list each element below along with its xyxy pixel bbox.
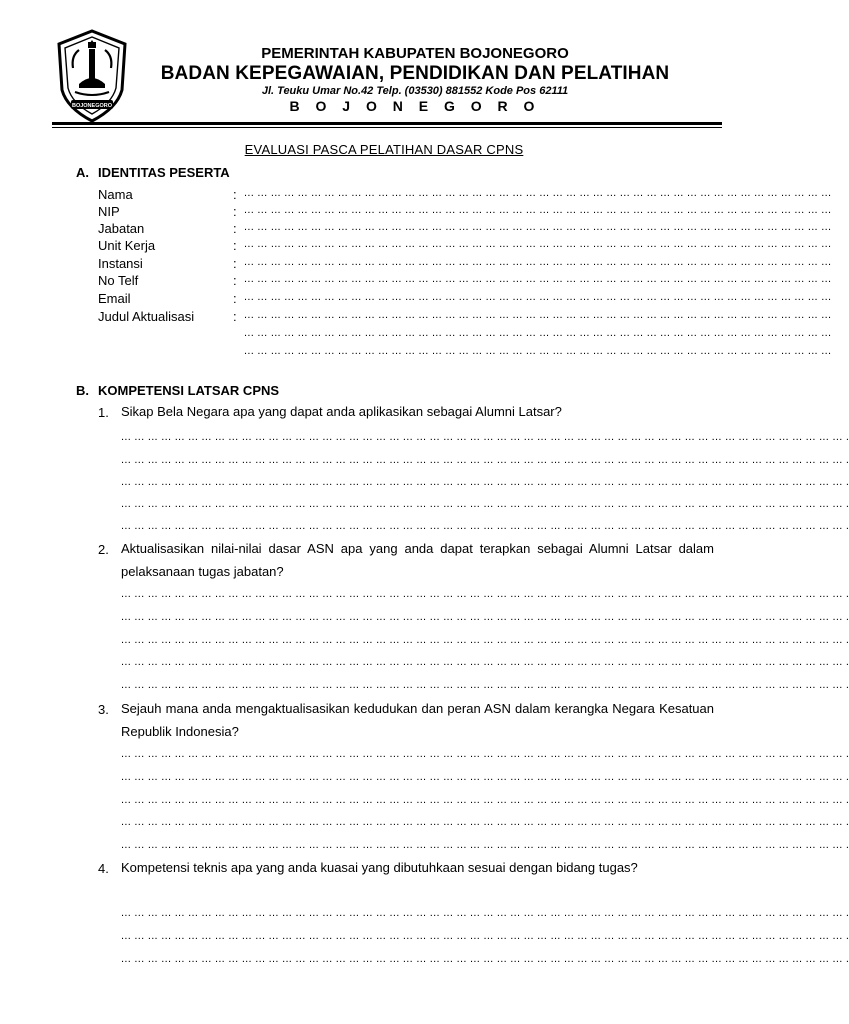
section-a-letter: A. — [76, 165, 89, 180]
document-title: EVALUASI PASCA PELATIHAN DASAR CPNS — [244, 142, 524, 157]
answer-line[interactable]: ... ... ... ... ... ... ... ... ... ... ... ... ... ... ... ... ... ... ... ... ... ... ... ... ... ... ... ... ... ... ... ... ... ... ... ... ... ... ... ... ... ... ... ... ... ... ... ... ... ... ... ... ... ... . — [121, 656, 849, 668]
field-label: Instansi — [98, 256, 143, 271]
field-label: Jabatan — [98, 221, 145, 236]
letterhead-agency: BADAN KEPEGAWAIAN, PENDIDIKAN DAN PELATIHAN — [160, 63, 670, 84]
letterhead-government: PEMERINTAH KABUPATEN BOJONEGORO — [261, 45, 569, 62]
answer-line[interactable]: ... ... ... ... ... ... ... ... ... ... ... ... ... ... ... ... ... ... ... ... ... ... ... ... ... ... ... ... ... ... ... ... ... ... ... ... ... ... ... ... ... ... ... ... ... ... ... ... ... ... ... ... ... ... . — [121, 588, 849, 600]
answer-line[interactable]: ... ... ... ... ... ... ... ... ... ... ... ... ... ... ... ... ... ... ... ... ... ... ... ... ... ... ... ... ... ... ... ... ... ... ... ... ... ... ... ... ... ... ... ... ... ... ... ... ... ... ... ... ... ... . — [121, 634, 849, 646]
answer-line[interactable]: ... ... ... ... ... ... ... ... ... ... ... ... ... ... ... ... ... ... ... ... ... ... ... ... ... ... ... ... ... ... ... ... ... ... ... ... ... ... ... ... ... ... ... ... ... ... ... ... ... ... ... ... ... ... . — [121, 771, 849, 783]
answer-line[interactable]: ... ... ... ... ... ... ... ... ... ... ... ... ... ... ... ... ... ... ... ... ... ... ... ... ... ... ... ... ... ... ... ... ... ... ... ... ... ... ... ... ... ... ... ... ... ... ... ... ... ... ... ... ... ... . — [121, 907, 849, 919]
field-colon: : — [233, 273, 237, 288]
field-blank[interactable]: ... ... ... ... ... ... ... ... ... ... ... ... ... ... ... ... ... ... ... ... ... ... ... ... ... ... ... ... ... ... ... ... ... ... ... ... ... ... ... ... ... ... ... ... — [244, 238, 832, 250]
answer-line[interactable]: ... ... ... ... ... ... ... ... ... ... ... ... ... ... ... ... ... ... ... ... ... ... ... ... ... ... ... ... ... ... ... ... ... ... ... ... ... ... ... ... ... ... ... ... ... ... ... ... ... ... ... ... ... ... . — [121, 839, 849, 851]
field-colon: : — [233, 291, 237, 306]
question-number: 2. — [98, 542, 109, 557]
letterhead-rule-thin — [52, 127, 722, 128]
field-colon: : — [233, 309, 237, 324]
field-colon: : — [233, 256, 237, 271]
answer-line[interactable]: ... ... ... ... ... ... ... ... ... ... ... ... ... ... ... ... ... ... ... ... ... ... ... ... ... ... ... ... ... ... ... ... ... ... ... ... ... ... ... ... ... ... ... ... ... ... ... ... ... ... ... ... ... ... . — [121, 679, 849, 691]
field-label: Unit Kerja — [98, 238, 156, 253]
field-colon: : — [233, 221, 237, 236]
field-label: Nama — [98, 187, 133, 202]
field-blank[interactable]: ... ... ... ... ... ... ... ... ... ... ... ... ... ... ... ... ... ... ... ... ... ... ... ... ... ... ... ... ... ... ... ... ... ... ... ... ... ... ... ... ... ... ... ... — [244, 221, 832, 233]
question-text: Sikap Bela Negara apa yang dapat anda aplikasikan sebagai Alumni Latsar? — [121, 404, 562, 419]
answer-line[interactable]: ... ... ... ... ... ... ... ... ... ... ... ... ... ... ... ... ... ... ... ... ... ... ... ... ... ... ... ... ... ... ... ... ... ... ... ... ... ... ... ... ... ... ... ... ... ... ... ... ... ... ... ... ... ... . — [121, 816, 849, 828]
question-text: Aktualisasikan nilai-nilai dasar ASN apa yang anda dapat terapkan sebagai Alumni Latsar dalam pelaksanaan tugas jabatan? — [121, 541, 714, 579]
letterhead-city: B O J O N E G O R O — [289, 98, 541, 114]
section-a-title: IDENTITAS PESERTA — [98, 165, 230, 180]
answer-line[interactable]: ... ... ... ... ... ... ... ... ... ... ... ... ... ... ... ... ... ... ... ... ... ... ... ... ... ... ... ... ... ... ... ... ... ... ... ... ... ... ... ... ... ... ... ... ... ... ... ... ... ... ... ... ... ... . — [121, 953, 849, 965]
field-label: Judul Aktualisasi — [98, 309, 195, 324]
field-colon: : — [233, 187, 237, 202]
answer-line[interactable]: ... ... ... ... ... ... ... ... ... ... ... ... ... ... ... ... ... ... ... ... ... ... ... ... ... ... ... ... ... ... ... ... ... ... ... ... ... ... ... ... ... ... ... ... ... ... ... ... ... ... ... ... ... ... . — [121, 794, 849, 806]
answer-line[interactable]: ... ... ... ... ... ... ... ... ... ... ... ... ... ... ... ... ... ... ... ... ... ... ... ... ... ... ... ... ... ... ... ... ... ... ... ... ... ... ... ... ... ... ... ... ... ... ... ... ... ... ... ... ... ... . — [121, 611, 849, 623]
field-label: No Telf — [98, 273, 139, 288]
answer-line[interactable]: ... ... ... ... ... ... ... ... ... ... ... ... ... ... ... ... ... ... ... ... ... ... ... ... ... ... ... ... ... ... ... ... ... ... ... ... ... ... ... ... ... ... ... ... ... ... ... ... ... ... ... ... ... ... . — [121, 498, 849, 510]
question-text: Sejauh mana anda mengaktualisasikan kedudukan dan peran ASN dalam kerangka Negara Kesatuan Republik Indonesia? — [121, 701, 714, 739]
question-number: 1. — [98, 405, 109, 420]
section-a-heading — [76, 165, 230, 180]
answer-line[interactable]: ... ... ... ... ... ... ... ... ... ... ... ... ... ... ... ... ... ... ... ... ... ... ... ... ... ... ... ... ... ... ... ... ... ... ... ... ... ... ... ... ... ... ... ... ... ... ... ... ... ... ... ... ... ... . — [121, 454, 849, 466]
question-number: 3. — [98, 702, 109, 717]
section-b-letter: B. — [76, 383, 89, 398]
answer-line[interactable]: ... ... ... ... ... ... ... ... ... ... ... ... ... ... ... ... ... ... ... ... ... ... ... ... ... ... ... ... ... ... ... ... ... ... ... ... ... ... ... ... ... ... ... ... ... ... ... ... ... ... ... ... ... ... . — [121, 520, 849, 532]
field-blank[interactable]: ... ... ... ... ... ... ... ... ... ... ... ... ... ... ... ... ... ... ... ... ... ... ... ... ... ... ... ... ... ... ... ... ... ... ... ... ... ... ... ... ... ... ... ... — [244, 204, 832, 216]
question-text: Kompetensi teknis apa yang anda kuasai yang dibutuhkaan sesuai dengan bidang tugas? — [121, 860, 638, 875]
question-number: 4. — [98, 861, 109, 876]
field-blank[interactable]: ... ... ... ... ... ... ... ... ... ... ... ... ... ... ... ... ... ... ... ... ... ... ... ... ... ... ... ... ... ... ... ... ... ... ... ... ... ... ... ... ... ... ... ... — [244, 273, 832, 285]
letterhead-rule-thick — [52, 122, 722, 125]
field-colon: : — [233, 204, 237, 219]
section-b-heading — [76, 383, 279, 398]
letterhead-address: Jl. Teuku Umar No.42 Telp. (03530) 881552 Kode Pos 62111 — [261, 85, 569, 97]
field-blank[interactable]: ... ... ... ... ... ... ... ... ... ... ... ... ... ... ... ... ... ... ... ... ... ... ... ... ... ... ... ... ... ... ... ... ... ... ... ... ... ... ... ... ... ... ... ... — [244, 187, 832, 199]
emblem-text: BOJONEGORO — [71, 103, 113, 109]
answer-line[interactable]: ... ... ... ... ... ... ... ... ... ... ... ... ... ... ... ... ... ... ... ... ... ... ... ... ... ... ... ... ... ... ... ... ... ... ... ... ... ... ... ... ... ... ... ... ... ... ... ... ... ... ... ... ... ... . — [121, 748, 849, 760]
field-blank[interactable]: ... ... ... ... ... ... ... ... ... ... ... ... ... ... ... ... ... ... ... ... ... ... ... ... ... ... ... ... ... ... ... ... ... ... ... ... ... ... ... ... ... ... ... ... — [244, 309, 832, 321]
answer-line[interactable]: ... ... ... ... ... ... ... ... ... ... ... ... ... ... ... ... ... ... ... ... ... ... ... ... ... ... ... ... ... ... ... ... ... ... ... ... ... ... ... ... ... ... ... ... ... ... ... ... ... ... ... ... ... ... . — [121, 431, 849, 443]
section-b-title: KOMPETENSI LATSAR CPNS — [98, 383, 280, 398]
field-blank[interactable]: ... ... ... ... ... ... ... ... ... ... ... ... ... ... ... ... ... ... ... ... ... ... ... ... ... ... ... ... ... ... ... ... ... ... ... ... ... ... ... ... ... ... ... ... — [244, 291, 832, 303]
field-label: Email — [98, 291, 131, 306]
answer-line[interactable]: ... ... ... ... ... ... ... ... ... ... ... ... ... ... ... ... ... ... ... ... ... ... ... ... ... ... ... ... ... ... ... ... ... ... ... ... ... ... ... ... ... ... ... ... ... ... ... ... ... ... ... ... ... ... . — [121, 930, 849, 942]
field-colon: : — [233, 238, 237, 253]
field-blank[interactable]: ... ... ... ... ... ... ... ... ... ... ... ... ... ... ... ... ... ... ... ... ... ... ... ... ... ... ... ... ... ... ... ... ... ... ... ... ... ... ... ... ... ... ... ... — [244, 256, 832, 268]
answer-line[interactable]: ... ... ... ... ... ... ... ... ... ... ... ... ... ... ... ... ... ... ... ... ... ... ... ... ... ... ... ... ... ... ... ... ... ... ... ... ... ... ... ... ... ... ... ... ... ... ... ... ... ... ... ... ... ... . — [121, 476, 849, 488]
bojonegoro-emblem-icon — [55, 28, 129, 124]
field-judul-continuation[interactable]: ... ... ... ... ... ... ... ... ... ... ... ... ... ... ... ... ... ... ... ... ... ... ... ... ... ... ... ... ... ... ... ... ... ... ... ... ... ... ... ... ... ... ... ... — [244, 327, 832, 339]
field-judul-continuation[interactable]: ... ... ... ... ... ... ... ... ... ... ... ... ... ... ... ... ... ... ... ... ... ... ... ... ... ... ... ... ... ... ... ... ... ... ... ... ... ... ... ... ... ... ... ... — [244, 345, 832, 357]
field-label: NIP — [98, 204, 120, 219]
